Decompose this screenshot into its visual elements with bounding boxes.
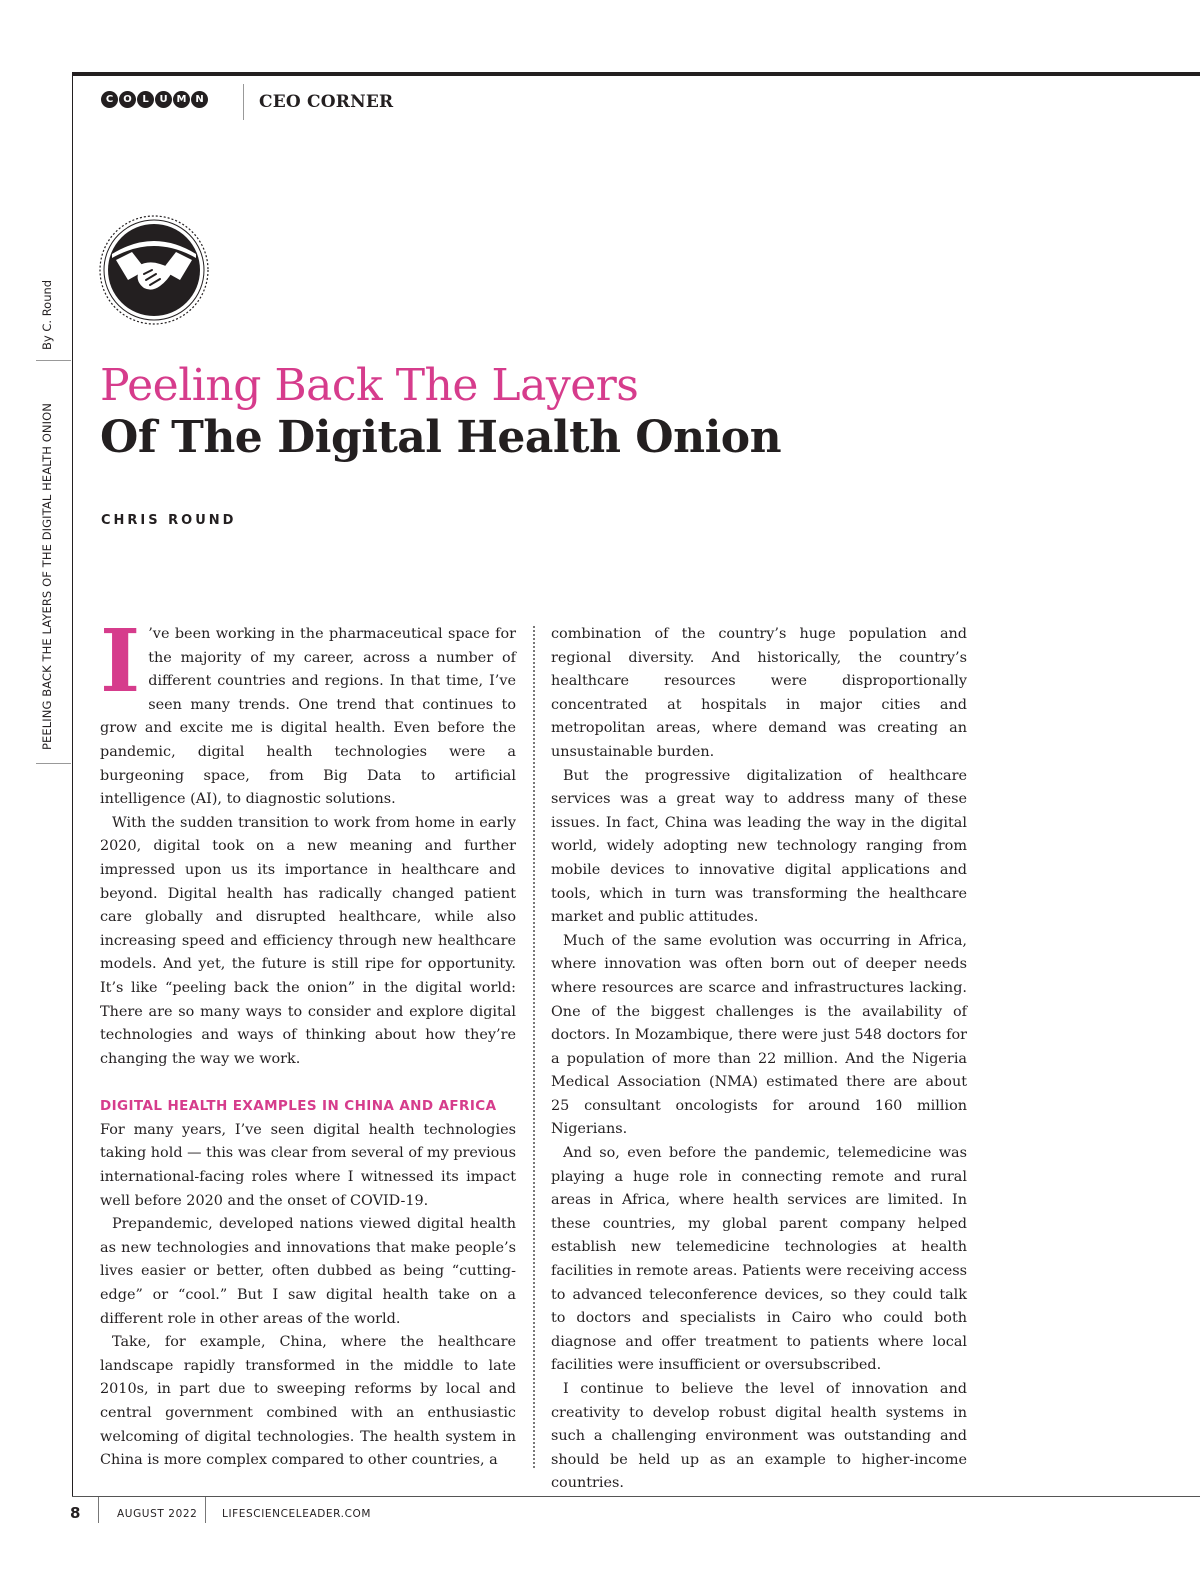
handshake-icon <box>98 214 210 326</box>
footer-divider <box>205 1497 206 1523</box>
paragraph: Take, for example, China, where the healthcare landscape rapidly transformed in the middle to late 2010s, in part due to sweeping reforms by local and central government combined with an enthusiastic welcoming of digital technologies. The health system in China is more complex compared to other countries, a <box>100 1334 516 1469</box>
badge-letter: L <box>137 91 154 108</box>
author-name: CHRIS ROUND <box>101 513 237 528</box>
top-rule <box>72 72 1200 76</box>
headline-line-1: Peeling Back The Layers <box>100 360 639 411</box>
badge-letter: M <box>173 91 190 108</box>
column-divider <box>533 626 535 1468</box>
footer-rule <box>72 1496 1200 1497</box>
issue-date: AUGUST 2022 <box>117 1508 198 1520</box>
paragraph: But the progressive digitalization of healthcare services was a great way to address many of these issues. In fact, China was leading the way in the digital world, widely adopting new technology ranging from mobile devices to innovative digital applications and tools, which in turn was transforming the healthcare market and public attitudes. <box>551 767 967 926</box>
paragraph: I continue to believe the level of innovation and creativity to develop robust digital health systems in such a challenging environment was outstanding and should be held up as an example to higher-income countries. <box>551 1381 967 1492</box>
paragraph <box>100 611 516 812</box>
article-column-right <box>551 623 967 1496</box>
paragraph-text: ’ve been working in the pharmaceutical space for the majority of my career, across a number of different countries and regions. In that time, I’ve seen many trends. One trend that continues to grow and excite me is digital health. Even before the pandemic, digital health technologies were a burgeoning space, from Big Data to artificial intelligence (AI), to diagnostic solutions. <box>100 626 516 808</box>
paragraph: Much of the same evolution was occurring in Africa, where innovation was often born out of deeper needs where resources are scarce and infrastructures lacking. One of the biggest challenges is the availability of doctors. In Mozambique, there were just 548 doctors for a population of more than 22 million. And the Nigeria Medical Association (NMA) estimated there are about 25 consultant oncologists for around 160 million Nigerians. <box>551 932 967 1138</box>
page-number: 8 <box>70 1504 81 1522</box>
badge-letter: U <box>155 91 172 108</box>
side-byline: By C. Round <box>40 279 54 350</box>
side-running-title: PEELING BACK THE LAYERS OF THE DIGITAL HEALTH ONION <box>40 403 54 750</box>
headline-line-2: Of The Digital Health Onion <box>100 412 782 463</box>
paragraph: Prepandemic, developed nations viewed digital health as new technologies and innovations that make people’s lives easier or better, often dubbed as being “cutting-edge” or “cool.” But I saw digital health take on a different role in other areas of the world. <box>100 1216 516 1327</box>
column-badge <box>101 91 208 108</box>
side-divider <box>36 360 71 361</box>
paragraph: And so, even before the pandemic, telemedicine was playing a huge role in connecting remote and rural areas in Africa, where health services are limited. In these countries, my global parent company helped establish new telemedicine technologies at health facilities in remote areas. Patients were receiving access to advanced teleconference devices, so they could talk to doctors and specialists in Cairo who could both diagnose and offer treatment to patients where local facilities were insufficient or oversubscribed. <box>551 1145 967 1374</box>
website-link[interactable]: LIFESCIENCELEADER.COM <box>222 1508 372 1520</box>
article-column-left <box>100 611 516 1473</box>
paragraph: For many years, I’ve seen digital health technologies taking hold — this was clear from several of my previous international-facing roles where I witnessed its impact well before 2020 and the onset of COVID-19. <box>100 1121 516 1209</box>
badge-letter: C <box>101 91 118 108</box>
left-rule <box>72 72 73 1497</box>
drop-cap: I <box>100 611 141 712</box>
footer-divider <box>98 1497 99 1523</box>
badge-letter: N <box>191 91 208 108</box>
section-subhead: DIGITAL HEALTH EXAMPLES IN CHINA AND AFRICA <box>100 1098 497 1115</box>
badge-letter: O <box>119 91 136 108</box>
section-title: CEO CORNER <box>259 92 394 112</box>
side-divider <box>36 763 71 764</box>
paragraph: With the sudden transition to work from home in early 2020, digital took on a new meaning and further impressed upon us its importance in healthcare and beyond. Digital health has radically changed patient care globally and disrupted healthcare, while also increasing speed and efficiency through new healthcare models. And yet, the future is still ripe for opportunity. It’s like “peeling back the onion” in the digital world: There are so many ways to consider and explore digital technologies and ways of thinking about how they’re changing the way we work. <box>100 814 516 1067</box>
header-divider <box>243 84 244 120</box>
paragraph-continued: combination of the country’s huge population and regional diversity. And historically, the country’s healthcare resources were disproportionally concentrated at hospitals in major cities and metropolitan areas, where demand was creating an unsustainable burden. <box>551 626 967 760</box>
